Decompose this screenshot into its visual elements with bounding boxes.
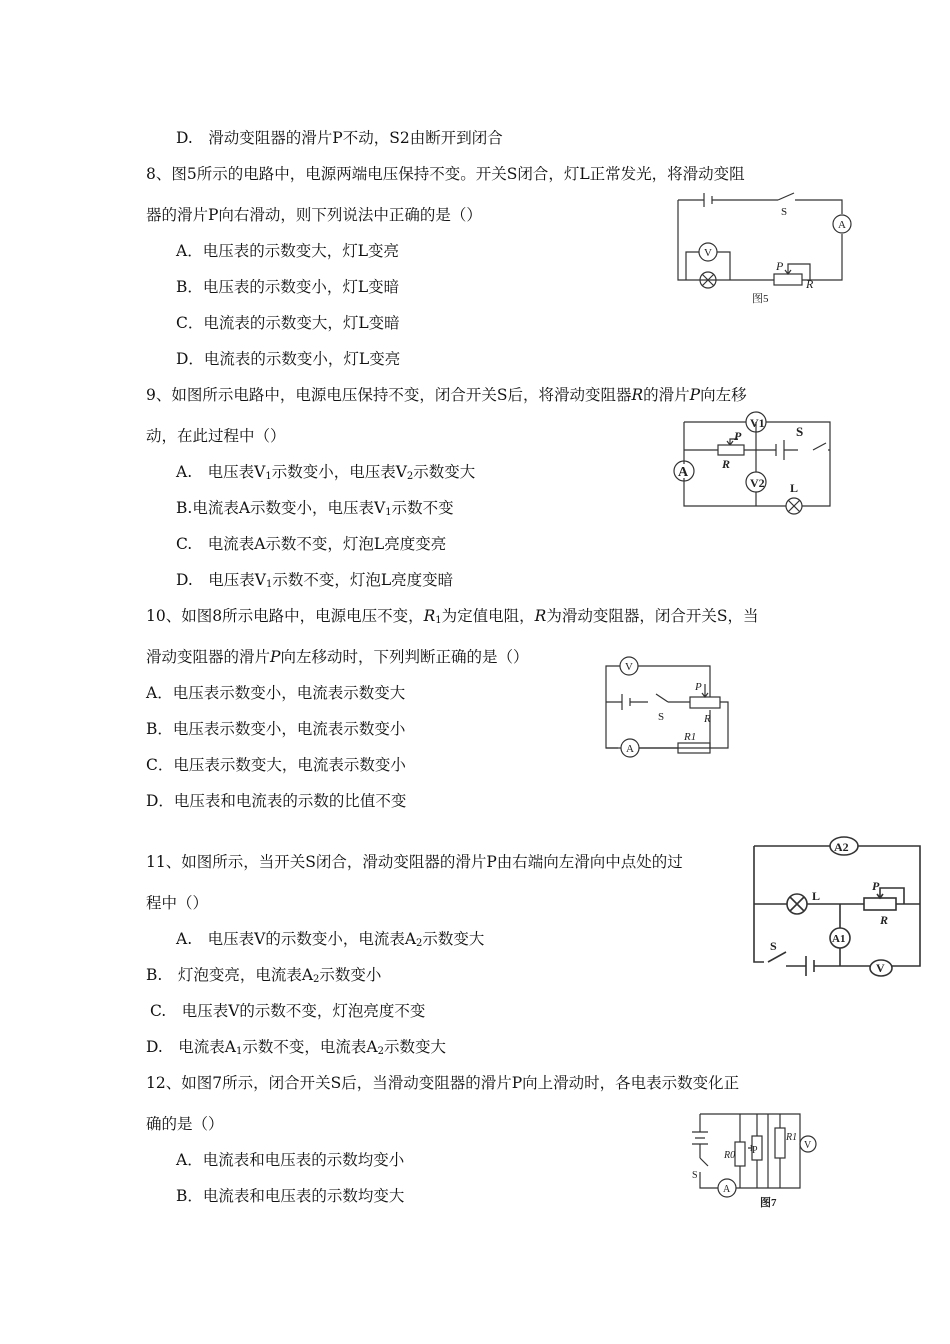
q9-option-b [176,498,454,523]
q12-stem-line1: 12、如图7所示，闭合开关S后，当滑动变阻器的滑片P向上滑动时，各电表示数变化正 [146,1074,740,1092]
q9-option-b-part2: 示数不变 [391,499,454,517]
fig7-r1-label: R1 [786,1132,798,1143]
fig5-resistor-label: R [806,277,814,291]
q10-stem-part2: 为定值电阻， [441,607,535,625]
q9-option-d-part2: 示数不变，灯泡L亮度变暗 [272,571,454,589]
q11-option-a-sub: 2 [416,938,423,949]
q11-option-d-sub2: 2 [377,1046,384,1057]
figure-7-circuit [680,1108,820,1212]
q10-stem-r: R [534,607,547,625]
q8-stem-line1: 8、图5所示的电路中，电源两端电压保持不变。开关S闭合，灯L正常发光，将滑动变阻 [146,165,745,183]
q11-fig-s-label: S [770,939,777,953]
q8-option-c: C．电流表的示数变大，灯L变暗 [176,314,400,332]
q11-fig-l-label: L [812,889,821,903]
q9-option-a-sub2: 2 [406,471,414,482]
q9-fig-a-label: A [678,465,689,480]
fig8-ammeter-label: A [626,743,634,755]
q11-option-b-part2: 示数变小 [319,966,382,984]
q10-stem-part1: 10、如图8所示电路中，电源电压不变， [146,607,424,625]
figure-5-circuit [670,188,860,308]
q11-option-b-sub: 2 [313,974,320,985]
fig7-caption: 图7 [760,1197,777,1209]
q9-option-b-part1: B.电流表A示数变小，电压表V [176,499,386,517]
q10-stem-part3: 为滑动变阻器，闭合开关S，当 [546,607,759,625]
q9-option-d [176,570,453,595]
fig7-r0-label: R0 [724,1150,736,1161]
q9-stem-line1 [146,385,747,405]
q9-fig-s-label: S [796,424,804,439]
q11-circuit-figure [746,832,926,980]
q9-option-a-part3: 示数变大 [413,463,476,481]
q11-option-a-part2: 示数变大 [422,930,485,948]
q9-option-d-sub1: 1 [266,579,273,590]
q11-option-d [146,1037,446,1062]
q11-fig-r-label: R [880,913,889,927]
fig7-ammeter-label: A [723,1184,731,1195]
q9-option-a [176,462,475,487]
q9-option-d-part1: D. 电压表V [176,571,266,589]
fig5-ammeter-label: A [838,219,846,231]
q11-option-c: C. 电压表V的示数不变，灯泡亮度不变 [150,1002,426,1020]
q8-option-d: D．电流表的示数变小，灯L变亮 [176,350,401,368]
q11-fig-v-label: V [876,961,885,975]
q11-fig-a1-label: A1 [832,933,846,945]
q10-stem-r1: R [423,607,436,625]
fig7-switch-label: S [692,1170,698,1181]
q10-stem-line1 [146,606,758,631]
q9-stem-r: R [631,386,644,404]
q9-option-b-sub1: 1 [385,507,392,518]
fig8-switch-label: S [658,711,665,723]
q9-option-a-part2: 示数变小，电压表V [271,463,407,481]
fig5-caption: 图5 [752,293,769,305]
q11-option-a-part1: A. 电压表V的示数变小，电流表A [176,930,417,948]
q7-option-d: D. 滑动变阻器的滑片P不动，S2由断开到闭合 [176,129,503,147]
q11-option-b-part1: B. 灯泡变亮，电流表A [146,966,314,984]
q9-fig-l-label: L [790,481,799,495]
q10-option-a: A．电压表示数变小，电流表示数变大 [146,684,406,702]
q11-option-d-part2: 示数不变，电流表A [242,1038,378,1056]
fig8-slider-label: P [695,681,702,693]
q9-option-c: C. 电流表A示数不变，灯泡L亮度变亮 [176,535,447,553]
q9-fig-v2-label: V2 [750,476,765,490]
q9-fig-v1-label: V1 [750,416,765,430]
q11-option-d-part3: 示数变大 [383,1038,446,1056]
q9-option-a-part1: A. 电压表V [176,463,266,481]
q8-option-b: B．电压表的示数变小，灯L变暗 [176,278,400,296]
q9-fig-r-label: R [722,457,731,471]
q8-stem-line2: 器的滑片P向右滑动，则下列说法中正确的是（） [146,206,482,224]
q10-stem2-part1: 滑动变阻器的滑片 [146,648,271,666]
fig5-voltmeter-label: V [704,247,712,259]
q11-fig-a2-label: A2 [834,840,849,854]
fig7-voltmeter-label: V [804,1140,812,1151]
q12-option-a: A．电流表和电压表的示数均变小 [176,1151,405,1169]
q9-stem-p: P [689,386,701,404]
q10-stem-line2 [146,647,528,667]
q11-option-d-part1: D. 电流表A [146,1038,236,1056]
q9-stem-text-c: 向左移 [700,386,747,404]
q10-option-d: D．电压表和电流表的示数的比值不变 [146,792,407,810]
q11-stem-line2: 程中（） [146,894,209,912]
q9-stem-text-a: 9、如图所示电路中，电源电压保持不变，闭合开关S后，将滑动变阻器 [146,386,632,404]
fig5-switch-label: S [781,206,788,218]
q11-option-d-sub1: 1 [236,1046,243,1057]
q12-stem-line2: 确的是（） [146,1115,224,1133]
q12-option-b: B．电流表和电压表的示数均变大 [176,1187,405,1205]
q9-fig-p-label: P [734,429,742,443]
figure-8-circuit [598,652,738,762]
fig5-slider-label: P [776,259,784,273]
q11-fig-p-label: P [872,879,880,893]
q9-stem-line2: 动，在此过程中（） [146,427,286,445]
q10-stem-r1-sub: 1 [435,615,442,626]
q10-option-c: C．电压表示数变大，电流表示数变小 [146,756,406,774]
q9-option-a-sub1: 1 [265,471,272,482]
q10-stem2-part2: 向左移动时，下列判断正确的是（） [280,648,529,666]
fig8-resistor-label: R [704,713,711,725]
q9-circuit-figure [668,410,838,520]
q8-option-a: A．电压表的示数变大，灯L变亮 [176,242,399,260]
q11-stem-line1: 11、如图所示，当开关S闭合，滑动变阻器的滑片P由右端向左滑向中点处的过 [146,853,683,871]
q11-option-a [176,929,484,954]
fig8-voltmeter-label: V [625,661,633,673]
q9-stem-text-b: 的滑片 [643,386,690,404]
q10-stem2-p: P [270,648,281,666]
fig7-slider-label: P [752,1145,758,1156]
q11-option-b [146,965,381,990]
q10-option-b: B．电压表示数变小，电流表示数变小 [146,720,406,738]
fig8-r1-label: R1 [684,731,697,743]
